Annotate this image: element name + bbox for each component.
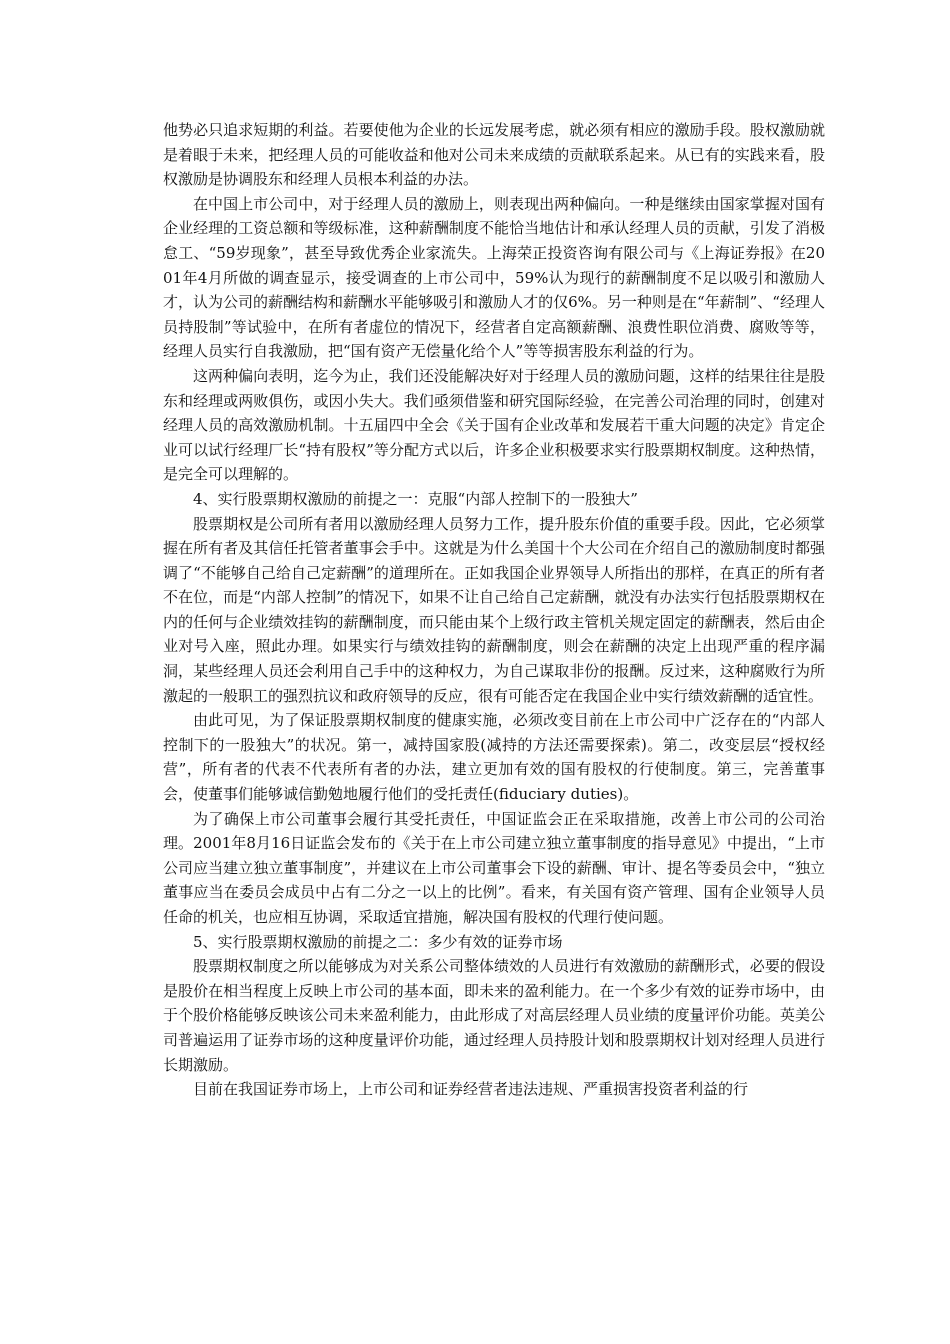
paragraph: 股票期权制度之所以能够成为对关系公司整体绩效的人员进行有效激励的薪酬形式，必要的假设是股价在相当程度上反映上市公司的基本面，即未来的盈利能力。在一个多少有效的证券市场中，由于个股价格能够反映该公司未来盈利能力，由此形成了对高层经理人员业绩的度量评价功能。英美公司普遍运用了证券市场的这种度量评价功能，通过经理人员持股计划和股票期权计划对经理人员进行长期激励。 [163,957,825,1074]
document-page [163,118,825,1102]
paragraph-continuation: 他势必只追求短期的利益。若要使他为企业的长远发展考虑，就必须有相应的激励手段。股权激励就是着眼于未来，把经理人员的可能收益和他对公司未来成绩的贡献联系起来。从已有的实践来看，股权激励是协调股东和经理人员根本利益的办法。 [163,121,825,189]
paragraph: 在中国上市公司中，对于经理人员的激励上，则表现出两种偏向。一种是继续由国家掌握对国有企业经理的工资总额和等级标准，这种薪酬制度不能恰当地估计和承认经理人员的贡献，引发了消极怠工、“59岁现象”，甚至导致优秀企业家流失。上海荣正投资咨询有限公司与《上海证券报》在2001年4月所做的调查显示，接受调查的上市公司中，59%认为现行的薪酬制度不足以吸引和激励人才，认为公司的薪酬结构和薪酬水平能够吸引和激励人才的仅6%。另一种则是在“年薪制”、“经理人员持股制”等试验中，在所有者虚位的情况下，经营者自定高额薪酬、浪费性职位消费、腐败等等，经理人员实行自我激励，把“国有资产无偿量化给个人”等等损害股东利益的行为。 [163,194,825,361]
section-heading-5: 5、实行股票期权激励的前提之二：多少有效的证券市场 [193,932,563,951]
paragraph: 目前在我国证券市场上，上市公司和证券经营者违法违规、严重损害投资者利益的行 [193,1080,749,1099]
section-heading-4: 4、实行股票期权激励的前提之一：克服“内部人控制下的一股独大” [193,489,638,508]
paragraph: 股票期权是公司所有者用以激励经理人员努力工作，提升股东价值的重要手段。因此，它必须掌握在所有者及其信任托管者董事会手中。这就是为什么美国十个大公司在介绍自己的激励制度时都强调了“不能够自己给自己定薪酬”的道理所在。正如我国企业界领导人所指出的那样，在真正的所有者不在位，而是“内部人控制”的情况下，如果不让自己给自己定薪酬，就没有办法实行包括股票期权在内的任何与企业绩效挂钩的薪酬制度，而只能由某个上级行政主管机关规定固定的薪酬表，然后由企业对号入座，照此办理。如果实行与绩效挂钩的薪酬制度，则会在薪酬的决定上出现严重的程序漏洞，某些经理人员还会利用自己手中的这种权力，为自己谋取非份的报酬。反过来，这种腐败行为所激起的一般职工的强烈抗议和政府领导的反应，很有可能否定在我国企业中实行绩效薪酬的适宜性。 [163,514,825,705]
paragraph: 由此可见，为了保证股票期权制度的健康实施，必须改变目前在上市公司中广泛存在的“内部人控制下的一股独大”的状况。第一，减持国家股(减持的方法还需要探索)。第二，改变层层“授权经营”，所有者的代表不代表所有者的办法，建立更加有效的国有股权的行使制度。第三，完善董事会，使董事们能够诚信勤勉地履行他们的受托责任(fiduciary duties)。 [163,711,825,804]
paragraph: 为了确保上市公司董事会履行其受托责任，中国证监会正在采取措施，改善上市公司的公司治理。2001年8月16日证监会发布的《关于在上市公司建立独立董事制度的指导意见》中提出，“上市公司应当建立独立董事制度”，并建议在上市公司董事会下设的薪酬、审计、提名等委员会中，“独立董事应当在委员会成员中占有二分之一以上的比例”。看来，有关国有资产管理、国有企业领导人员任命的机关，也应相互协调，采取适宜措施，解决国有股权的代理行使问题。 [163,809,825,926]
paragraph: 这两种偏向表明，迄今为止，我们还没能解决好对于经理人员的激励问题，这样的结果往往是股东和经理或两败俱伤，或因小失大。我们亟须借鉴和研究国际经验，在完善公司治理的同时，创建对经理人员的高效激励机制。十五届四中全会《关于国有企业改革和发展若干重大问题的决定》肯定企业可以试行经理厂长“持有股权”等分配方式以后，许多企业积极要求实行股票期权制度。这种热情，是完全可以理解的。 [163,366,825,484]
